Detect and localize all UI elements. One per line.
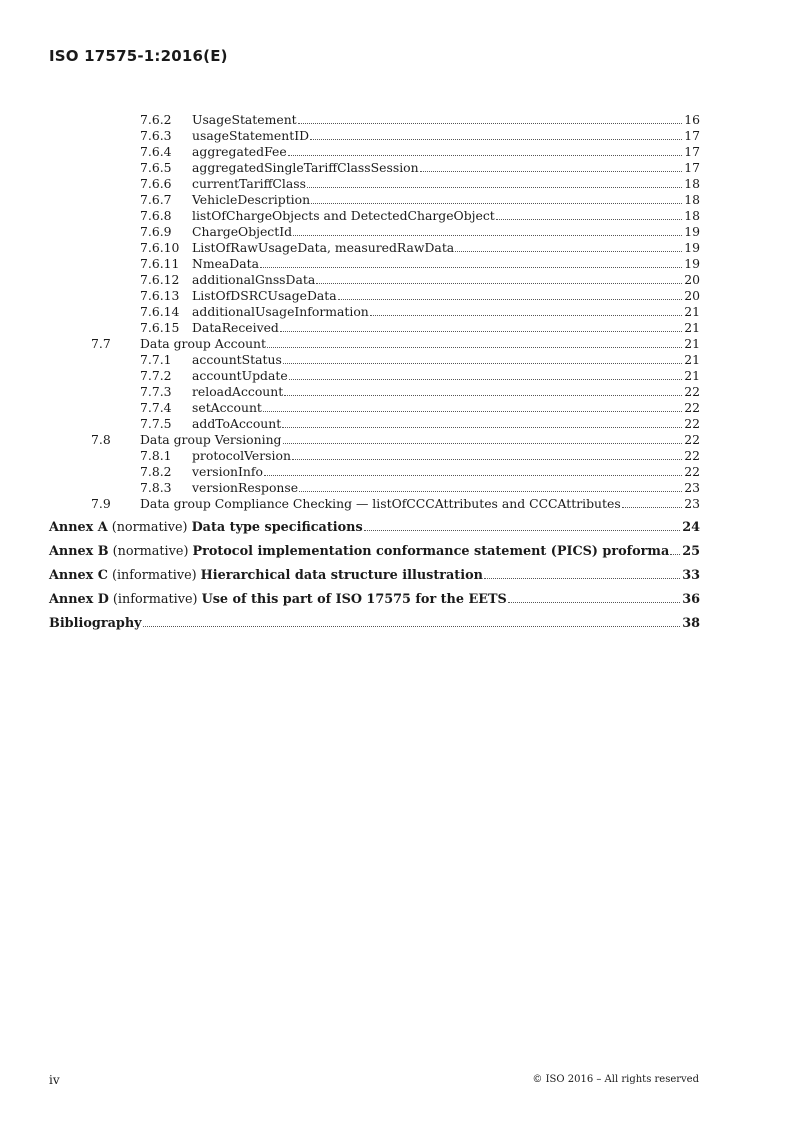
dot-leader [260,266,682,268]
toc-entry-page: 23 [684,496,700,511]
toc-entry-number: 7.6.9 [140,224,172,239]
toc-entry-page: 21 [684,352,700,367]
annex-label: Annex D [49,592,109,607]
annex-qualifier: (normative) [111,520,188,535]
toc-entry[interactable] [49,208,700,224]
annex-page: 24 [682,520,700,535]
toc-entry-title: aggregatedSingleTariffClassSession [192,160,419,175]
toc-entry-number: 7.6.13 [140,288,180,303]
annex-entry[interactable] [49,564,700,588]
dot-leader [316,282,682,284]
toc-entry-number: 7.6.2 [140,112,172,127]
dot-leader [307,186,682,188]
dot-leader [298,122,683,124]
toc-entry-page: 17 [684,160,700,175]
annex-entry[interactable] [49,516,700,540]
annex-label: Annex C [49,568,108,583]
dot-leader [264,474,682,476]
toc-entry[interactable] [49,368,700,384]
annex-label: Annex A [49,520,108,535]
toc-entry-page: 20 [684,288,700,303]
dot-leader [289,378,683,380]
toc-entry[interactable] [49,256,700,272]
toc-entry-page: 17 [684,144,700,159]
dot-leader [496,218,682,220]
toc-entry-page: 19 [684,256,700,271]
dot-leader [622,506,683,508]
toc-entry[interactable] [49,400,700,416]
toc-entry[interactable] [49,192,700,208]
toc-entry[interactable] [49,272,700,288]
annex-page: 33 [682,568,700,583]
toc-entry[interactable] [49,112,700,128]
toc-entry-number: 7.6.14 [140,304,180,319]
toc-entry-title: versionInfo [192,464,263,479]
toc-entry-title: VehicleDescription [192,192,311,207]
toc-entry-number: 7.6.15 [140,320,180,335]
dot-leader [267,346,682,348]
toc-entry[interactable] [49,176,700,192]
toc-entry-number: 7.7 [91,336,111,351]
toc-entry-page: 21 [684,368,700,383]
toc-entry-number: 7.9 [91,496,111,511]
toc-entry-title: additionalGnssData [192,272,316,287]
toc-entry-page: 20 [684,272,700,287]
toc-entry-number: 7.8.2 [140,464,172,479]
toc-entry[interactable] [49,480,700,496]
toc-entry-title: reloadAccount [192,384,284,399]
toc-entry[interactable] [49,128,700,144]
toc-entry[interactable] [49,384,700,400]
toc-entry-number: 7.7.4 [140,400,172,415]
toc-entry-page: 22 [684,400,700,415]
toc-entry-title: Data group Versioning [140,432,282,447]
toc-entry-title: Data group Account [140,336,267,351]
toc-entry-title: ListOfRawUsageData, measuredRawData [192,240,455,255]
toc-entry-page: 22 [684,448,700,463]
toc-entry-page: 22 [684,464,700,479]
dot-leader [263,410,682,412]
toc-entry-number: 7.8 [91,432,111,447]
dot-leader [282,426,682,428]
toc-entry[interactable] [49,304,700,320]
toc-entry-number: 7.6.12 [140,272,180,287]
toc-entry-title: accountUpdate [192,368,288,383]
dot-leader [280,330,682,332]
toc-entry-number: 7.6.6 [140,176,172,191]
dot-leader [311,202,682,204]
toc-entry-number: 7.6.7 [140,192,172,207]
toc-entry-title: accountStatus [192,352,282,367]
toc-entry[interactable] [49,160,700,176]
toc-entry-page: 17 [684,128,700,143]
toc-entry[interactable] [49,288,700,304]
dot-leader [338,298,683,300]
toc-entry-title: currentTariffClass [192,176,306,191]
toc-entry-title: UsageStatement [192,112,297,127]
dot-leader [293,234,682,236]
annex-qualifier: (normative) [112,544,189,559]
annex-entry[interactable] [49,588,700,612]
toc-entry[interactable] [49,336,700,352]
toc-entry-number: 7.6.3 [140,128,172,143]
toc-entry-number: 7.6.4 [140,144,172,159]
toc-entry-number: 7.6.10 [140,240,180,255]
toc-entry[interactable] [49,224,700,240]
toc-entry-page: 23 [684,480,700,495]
annex-entry[interactable] [49,540,700,564]
toc-entry[interactable] [49,448,700,464]
toc-entry[interactable] [49,320,700,336]
document-id-header: ISO 17575-1:2016(E) [49,47,228,65]
annex-label: Annex B [49,544,109,559]
annex-title: Data type specifications [191,520,363,535]
annex-title: Protocol implementation conformance statement (PICS) proforma [192,544,670,559]
toc-entry-title: ChargeObjectId [192,224,293,239]
toc-entry-page: 21 [684,336,700,351]
toc-entry-page: 22 [684,416,700,431]
toc-entry-number: 7.7.2 [140,368,172,383]
toc-entry[interactable] [49,432,700,448]
toc-entry-title: addToAccount [192,416,282,431]
dot-leader [484,577,680,579]
dot-leader [364,529,681,531]
dot-leader [508,601,680,603]
dot-leader [420,170,683,172]
bibliography-page: 38 [682,616,700,631]
dot-leader [283,362,682,364]
toc-entry-number: 7.6.11 [140,256,180,271]
annex-qualifier: (informative) [111,568,197,583]
dot-leader [455,250,682,252]
dot-leader [143,625,681,627]
toc-entry-page: 19 [684,224,700,239]
toc-entry-page: 18 [684,208,700,223]
toc-entry-page: 21 [684,304,700,319]
annex-title: Hierarchical data structure illustration [200,568,483,583]
dot-leader [283,442,683,444]
bibliography-title: Bibliography [49,616,142,631]
annex-page: 25 [682,544,700,559]
toc-entry[interactable] [49,352,700,368]
toc-entry-title: versionResponse [192,480,299,495]
toc-entry-title: listOfChargeObjects and DetectedChargeObject [192,208,495,223]
annex-qualifier: (informative) [112,592,198,607]
toc-entry-page: 22 [684,384,700,399]
toc-entry-title: protocolVersion [192,448,291,463]
dot-leader [310,138,682,140]
dot-leader [670,553,680,555]
dot-leader [288,154,683,156]
toc-entry-page: 18 [684,192,700,207]
bibliography-entry[interactable] [49,612,700,636]
toc-entry[interactable] [49,144,700,160]
toc-entry-title: Data group Compliance Checking — listOfCCCAttributes and CCCAttributes [140,496,621,511]
toc-entry-title: additionalUsageInformation [192,304,369,319]
toc-entry-number: 7.6.5 [140,160,172,175]
page-number: iv [49,1073,60,1087]
dot-leader [299,490,682,492]
toc-entry-title: ListOfDSRCUsageData [192,288,337,303]
toc-entry[interactable] [49,464,700,480]
toc-entry-number: 7.7.5 [140,416,172,431]
toc-entry[interactable] [49,416,700,432]
toc-entry[interactable] [49,240,700,256]
toc-entry[interactable] [49,496,700,512]
toc-entry-page: 18 [684,176,700,191]
table-of-contents [49,112,700,636]
toc-entry-title: NmeaData [192,256,259,271]
toc-entry-title: DataReceived [192,320,279,335]
annex-page: 36 [682,592,700,607]
dot-leader [370,314,682,316]
toc-entry-title: usageStatementID [192,128,310,143]
toc-entry-number: 7.6.8 [140,208,172,223]
toc-entry-number: 7.7.1 [140,352,172,367]
toc-entry-page: 19 [684,240,700,255]
toc-entry-page: 16 [684,112,700,127]
toc-entry-title: setAccount [192,400,262,415]
annex-title: Use of this part of ISO 17575 for the EETS [201,592,507,607]
dot-leader [292,458,682,460]
toc-entry-page: 21 [684,320,700,335]
toc-entry-number: 7.8.3 [140,480,172,495]
toc-entry-title: aggregatedFee [192,144,287,159]
toc-entry-number: 7.7.3 [140,384,172,399]
dot-leader [284,394,682,396]
toc-entry-page: 22 [684,432,700,447]
toc-entry-number: 7.8.1 [140,448,172,463]
copyright-notice: © ISO 2016 – All rights reserved [532,1074,699,1085]
